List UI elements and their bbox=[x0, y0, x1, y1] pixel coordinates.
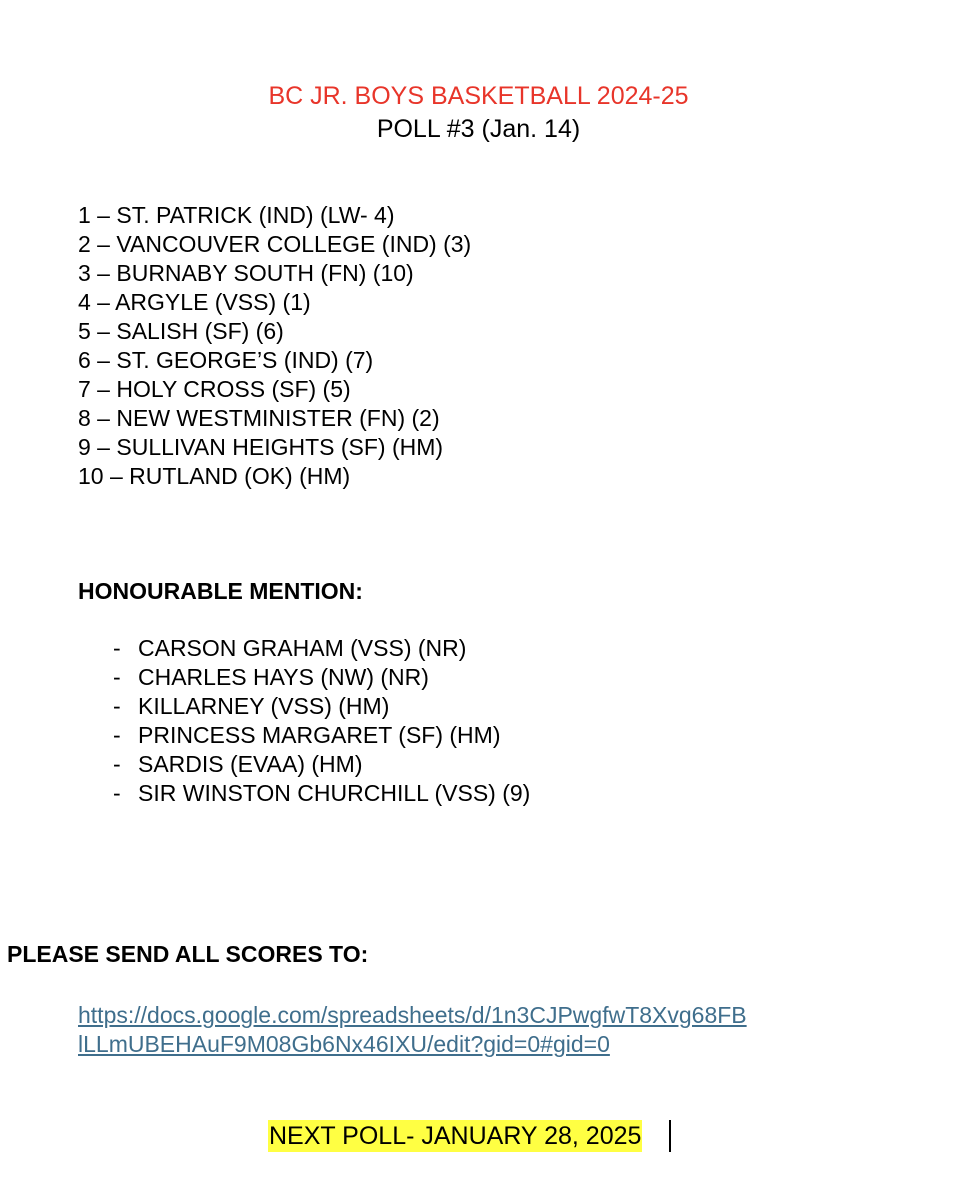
ranking-item: 6 – ST. GEORGE’S (IND) (7) bbox=[78, 347, 374, 373]
list-item-text: SIR WINSTON CHURCHILL (VSS) (9) bbox=[138, 780, 531, 806]
link-line[interactable]: lLLmUBEHAuF9M08Gb6Nx46IXU/edit?gid=0#gid=0 bbox=[78, 1031, 610, 1057]
honourable-mention-list bbox=[113, 634, 530, 808]
ranking-item: 8 – NEW WESTMINISTER (FN) (2) bbox=[78, 405, 440, 431]
ranking-item: 4 – ARGYLE (VSS) (1) bbox=[78, 289, 311, 315]
dash-bullet: - bbox=[113, 751, 121, 777]
text-cursor bbox=[669, 1120, 671, 1152]
ranking-item: 7 – HOLY CROSS (SF) (5) bbox=[78, 376, 351, 402]
link-line[interactable]: https://docs.google.com/spreadsheets/d/1n3CJPwgfwT8Xvg68FB bbox=[78, 1002, 747, 1028]
ranking-item: 2 – VANCOUVER COLLEGE (IND) (3) bbox=[78, 231, 472, 257]
list-item-text: PRINCESS MARGARET (SF) (HM) bbox=[138, 722, 501, 748]
list-item bbox=[113, 750, 530, 779]
list-item-text: CHARLES HAYS (NW) (NR) bbox=[138, 664, 429, 690]
ranking-item: 9 – SULLIVAN HEIGHTS (SF) (HM) bbox=[78, 434, 444, 460]
spreadsheet-link[interactable] bbox=[78, 1001, 868, 1059]
ranking-item: 5 – SALISH (SF) (6) bbox=[78, 318, 284, 344]
dash-bullet: - bbox=[113, 780, 121, 806]
dash-bullet: - bbox=[113, 693, 121, 719]
ranking-item: 3 – BURNABY SOUTH (FN) (10) bbox=[78, 260, 414, 286]
list-item bbox=[113, 692, 530, 721]
ranking-item: 10 – RUTLAND (OK) (HM) bbox=[78, 463, 351, 489]
dash-bullet: - bbox=[113, 722, 121, 748]
poll-subtitle: POLL #3 (Jan. 14) bbox=[376, 115, 581, 143]
honourable-mention-heading: HONOURABLE MENTION: bbox=[78, 578, 363, 604]
list-item-text: SARDIS (EVAA) (HM) bbox=[138, 751, 363, 777]
list-item bbox=[113, 663, 530, 692]
dash-bullet: - bbox=[113, 635, 121, 661]
dash-bullet: - bbox=[113, 664, 121, 690]
list-item bbox=[113, 779, 530, 808]
list-item-text: CARSON GRAHAM (VSS) (NR) bbox=[138, 635, 467, 661]
document-title: BC JR. BOYS BASKETBALL 2024-25 bbox=[268, 82, 689, 110]
list-item-text: KILLARNEY (VSS) (HM) bbox=[138, 693, 390, 719]
rankings-list bbox=[78, 201, 471, 491]
ranking-item: 1 – ST. PATRICK (IND) (LW- 4) bbox=[78, 202, 395, 228]
list-item bbox=[113, 634, 530, 663]
next-poll-notice: NEXT POLL- JANUARY 28, 2025 bbox=[269, 1122, 642, 1150]
send-scores-heading: PLEASE SEND ALL SCORES TO: bbox=[7, 941, 369, 967]
list-item bbox=[113, 721, 530, 750]
